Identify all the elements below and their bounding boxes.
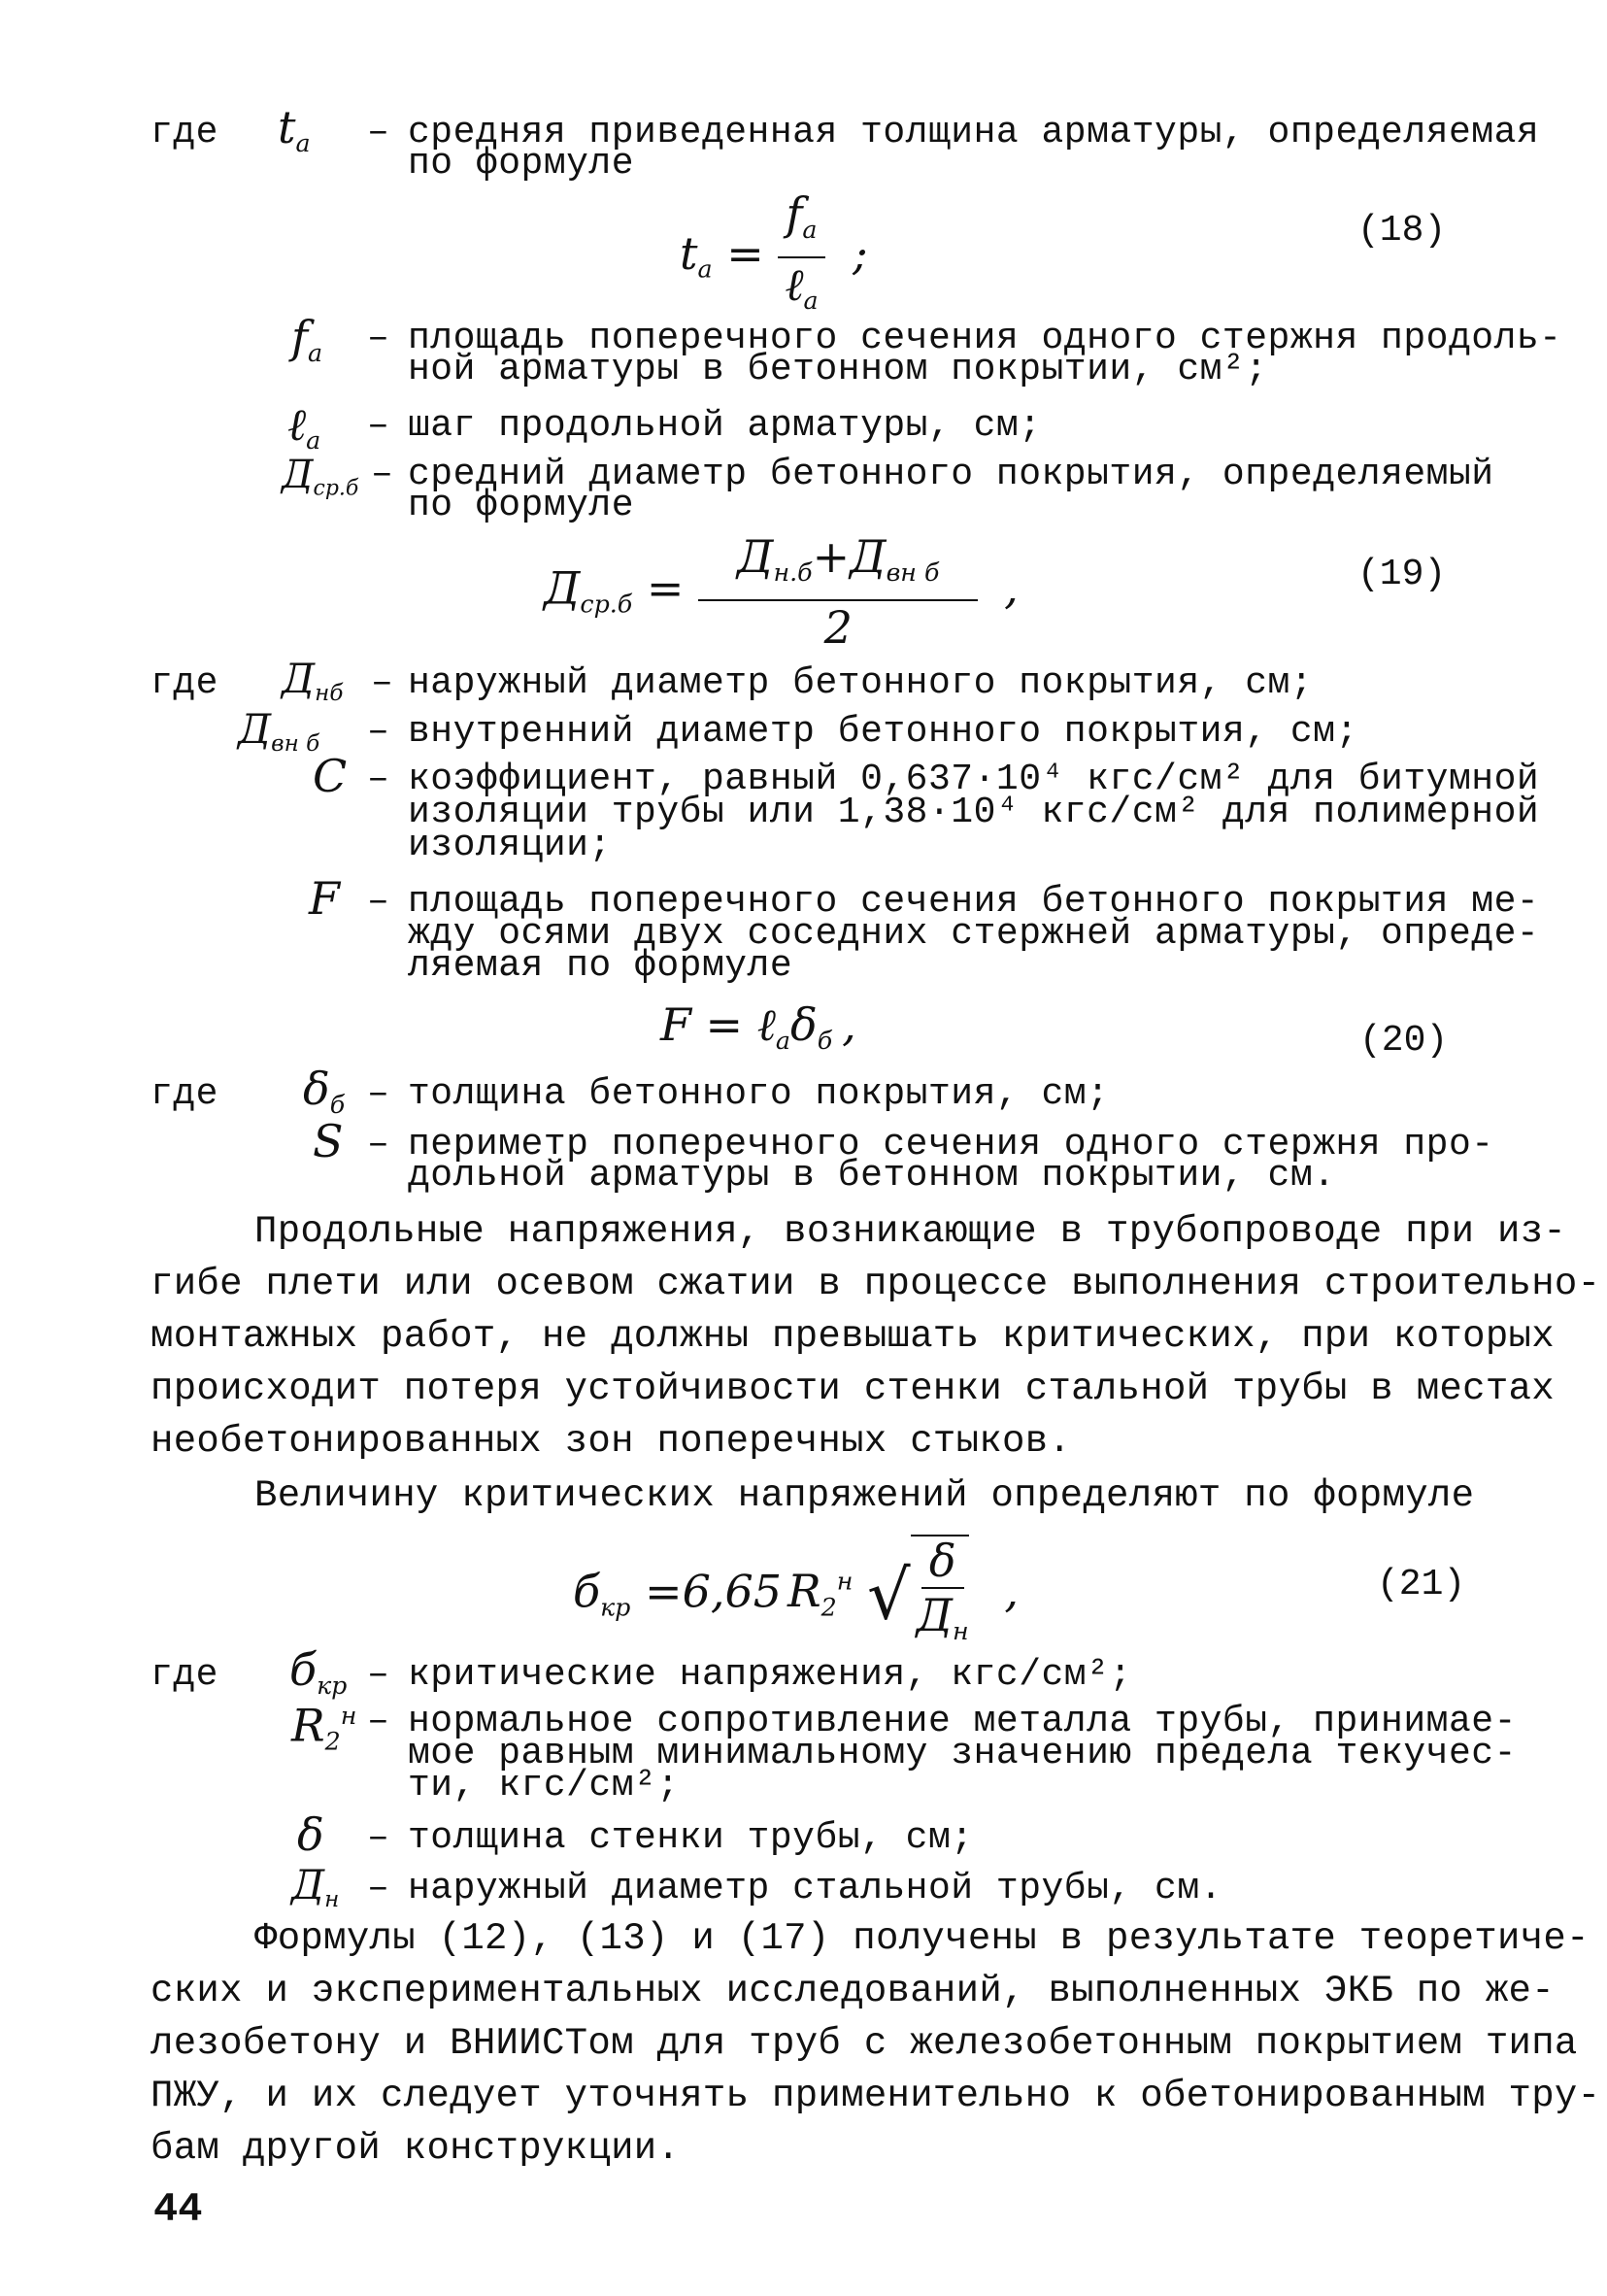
def-r2-line1: нормальное сопротивление металла трубы, принимае- bbox=[408, 1701, 1517, 1742]
paragraph-line: Формулы (12), (13) и (17) получены в результате теоретиче- bbox=[254, 1917, 1590, 1960]
equation-18-fraction: $\frac{f_a}{\ell_a}$ bbox=[778, 189, 824, 325]
paragraph-line: необетонированных зон поперечных стыков. bbox=[151, 1420, 1072, 1463]
def-c-line1: коэффициент, равный 0,637·10⁴ кгс/см² для битумной bbox=[408, 759, 1540, 800]
equation-20: $F = \ell_a\delta_б$ , bbox=[660, 998, 856, 1055]
def-dnb-line1: наружный диаметр бетонного покрытия, см; bbox=[408, 662, 1314, 704]
paragraph-line: Продольные напряжения, возникающие в трубопроводе при из- bbox=[254, 1210, 1567, 1253]
def-skr-line1: критические напряжения, кгс/см²; bbox=[408, 1654, 1132, 1696]
equation-18-number: (18) bbox=[1357, 210, 1447, 252]
dash: – bbox=[367, 1817, 390, 1859]
def-delta-line1: толщина стенки трубы, см; bbox=[408, 1817, 974, 1859]
dash: – bbox=[371, 454, 394, 495]
def-dsr-line1: средний диаметр бетонного покрытия, определяемый bbox=[408, 454, 1494, 495]
def-r2-line3: ти, кгс/см²; bbox=[408, 1765, 680, 1806]
equation-19-fraction: $\frac{Д_{н.б}+Д_{вн б}}{2}$ bbox=[698, 532, 978, 652]
def-r2-line2: мое равным минимальному значению предела текучес- bbox=[408, 1733, 1517, 1774]
dash: – bbox=[367, 759, 390, 800]
symbol-delta: δ bbox=[297, 1808, 324, 1861]
dash: – bbox=[367, 405, 390, 447]
dash: – bbox=[367, 1073, 390, 1115]
symbol-dn: $Д_н$ bbox=[291, 1861, 340, 1913]
paragraph-line: ских и экспериментальных исследований, выполненных ЭКБ по же- bbox=[151, 1970, 1555, 2012]
def-db-line1: толщина бетонного покрытия, см; bbox=[408, 1073, 1110, 1115]
symbol-dvnb: $Д_{вн б}$ bbox=[238, 705, 320, 758]
def-ta-line2: по формуле bbox=[408, 143, 635, 185]
def-c-line2: изоляции трубы или 1,38·10⁴ кгс/см² для полимерной bbox=[408, 792, 1540, 833]
symbol-r2: $R_2^н$ bbox=[291, 1699, 357, 1756]
def-fa-line1: площадь поперечного сечения одного стержня продоль- bbox=[408, 318, 1562, 359]
where-label: где bbox=[151, 662, 218, 704]
symbol-db: $\delta_б$ bbox=[303, 1063, 346, 1119]
def-c-line3: изоляции; bbox=[408, 825, 612, 866]
paragraph-2: Величину критических напряжений определяют по формуле bbox=[254, 1474, 1475, 1517]
def-s-line1: периметр поперечного сечения одного стержня про- bbox=[408, 1124, 1494, 1165]
dash: – bbox=[367, 112, 390, 153]
dash: – bbox=[367, 1701, 390, 1742]
paragraph-line: лезобетону и ВНИИСТом для труб с железобетонным покрытием типа bbox=[151, 2022, 1578, 2065]
symbol-c: C bbox=[313, 750, 348, 802]
dash: – bbox=[367, 1654, 390, 1696]
symbol-f: F bbox=[309, 872, 340, 925]
where-label: где bbox=[151, 1073, 218, 1115]
def-f-line3: ляемая по формуле bbox=[408, 945, 793, 987]
symbol-dnb: $Д_{нб}$ bbox=[282, 655, 344, 707]
dash: – bbox=[367, 881, 390, 923]
symbol-la: ℓ$_a$ bbox=[287, 398, 321, 455]
page-number: 44 bbox=[153, 2186, 203, 2233]
def-dsr-line2: по формуле bbox=[408, 485, 635, 526]
paragraph-line: гибе плети или осевом сжатии в процессе выполнения строительно- bbox=[151, 1263, 1601, 1305]
paragraph-line: происходит потеря устойчивости стенки стальной трубы в местах bbox=[151, 1367, 1555, 1410]
dash: – bbox=[367, 1124, 390, 1165]
def-dn-line1: наружный диаметр стальной трубы, см. bbox=[408, 1868, 1222, 1909]
def-la-line1: шаг продольной арматуры, см; bbox=[408, 405, 1042, 447]
symbol-fa: $f_a$ bbox=[291, 311, 323, 367]
symbol-s: S bbox=[313, 1115, 344, 1167]
where-label: где bbox=[151, 112, 218, 153]
where-label: где bbox=[151, 1654, 218, 1696]
def-f-line2: жду осями двух соседних стержней арматуры, опреде- bbox=[408, 913, 1540, 955]
paragraph-line: ПЖУ, и их следует уточнять применительно к обетонированным тру- bbox=[151, 2075, 1601, 2117]
equation-19: $Д_{ср.б}$ = $\frac{Д_{н.б}+Д_{вн б}}{2}$ , bbox=[544, 530, 1019, 654]
dash: – bbox=[367, 318, 390, 359]
def-fa-line2: ной арматуры в бетонном покрытии, см²; bbox=[408, 349, 1268, 390]
equation-19-number: (19) bbox=[1357, 554, 1447, 595]
def-s-line2: дольной арматуры в бетонном покрытии, см. bbox=[408, 1155, 1336, 1197]
equation-18: $t_a$ = $\frac{f_a}{\ell_a}$ ; bbox=[680, 189, 868, 325]
dash: – bbox=[371, 662, 394, 704]
symbol-dsr: $Д_{ср.б}$ bbox=[282, 453, 359, 501]
def-f-line1: площадь поперечного сечения бетонного покрытия ме- bbox=[408, 881, 1540, 923]
dash: – bbox=[367, 711, 390, 753]
equation-21: $б_{кр} =6,65$ $R_2^н$ √ $\frac{\delta}{Д_н}$ , bbox=[573, 1535, 1019, 1656]
equation-21-fraction: $\frac{\delta}{Д_н}$ bbox=[916, 1535, 969, 1645]
symbol-skr: $б_{кр}$ bbox=[289, 1643, 348, 1700]
symbol-ta: $t_a$ bbox=[278, 101, 311, 157]
equation-20-number: (20) bbox=[1359, 1020, 1449, 1062]
paragraph-line: бам другой конструкции. bbox=[151, 2127, 681, 2170]
equation-21-number: (21) bbox=[1377, 1564, 1466, 1605]
def-dvnb-line1: внутренний диаметр бетонного покрытия, см; bbox=[408, 711, 1358, 753]
paragraph-line: монтажных работ, не должны превышать критических, при которых bbox=[151, 1315, 1555, 1358]
def-ta-line1: средняя приведенная толщина арматуры, определяемая bbox=[408, 112, 1540, 153]
dash: – bbox=[367, 1868, 390, 1909]
